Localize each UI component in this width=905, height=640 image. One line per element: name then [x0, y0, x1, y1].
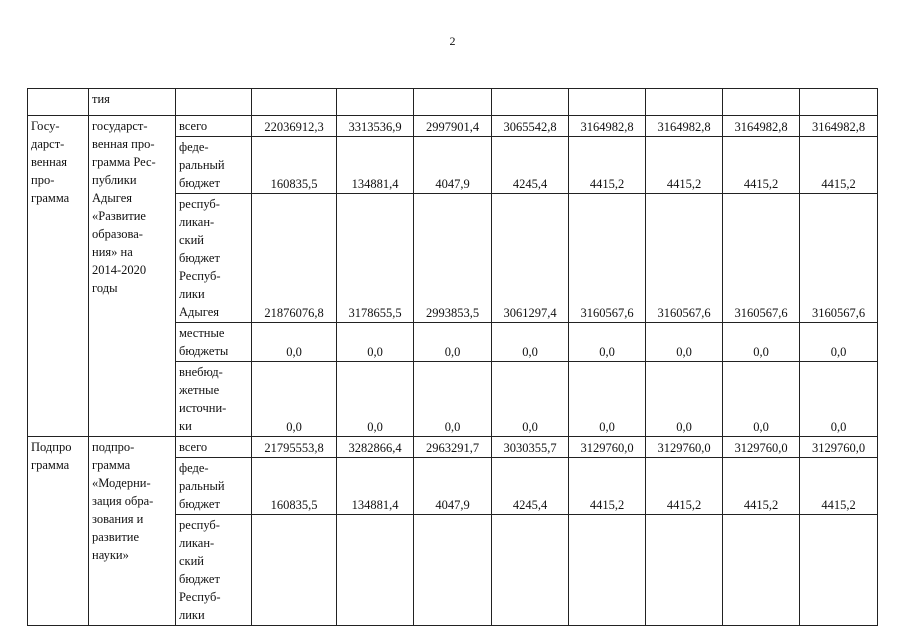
value-cell: 3129760,0: [800, 437, 878, 458]
value-cell: 0,0: [252, 362, 337, 437]
value-cell: 4415,2: [723, 458, 800, 515]
program-name: подпро- грамма «Модерни- зация обра- зования и развитие науки»: [89, 437, 176, 626]
funding-source: феде- ральный бюджет: [176, 137, 252, 194]
value-cell: 0,0: [414, 323, 492, 362]
value-cell: 3313536,9: [337, 116, 414, 137]
value-cell: 21876076,8: [252, 194, 337, 323]
value-cell: 3164982,8: [723, 116, 800, 137]
value-cell: 3164982,8: [569, 116, 646, 137]
value-cell: 4415,2: [646, 458, 723, 515]
value-cell: 134881,4: [337, 458, 414, 515]
value-cell: 2963291,7: [414, 437, 492, 458]
value-cell: 3129760,0: [569, 437, 646, 458]
value-cell: [414, 515, 492, 626]
value-cell: [492, 515, 569, 626]
value-cell: 134881,4: [337, 137, 414, 194]
value-cell: 4047,9: [414, 137, 492, 194]
value-cell: 4415,2: [646, 137, 723, 194]
value-cell: 3160567,6: [569, 194, 646, 323]
value-cell: [646, 515, 723, 626]
value-cell: 0,0: [569, 362, 646, 437]
value-cell: 0,0: [337, 323, 414, 362]
funding-source: феде- ральный бюджет: [176, 458, 252, 515]
value-cell: 3164982,8: [646, 116, 723, 137]
value-cell: 4245,4: [492, 458, 569, 515]
program-category: Госу- дарст- венная про- грамма: [28, 116, 89, 437]
value-cell: 3061297,4: [492, 194, 569, 323]
value-cell: 0,0: [492, 362, 569, 437]
value-cell: 2997901,4: [414, 116, 492, 137]
funding-source: внебюд- жетные источни- ки: [176, 362, 252, 437]
value-cell: 0,0: [646, 323, 723, 362]
header-cell-empty: [28, 89, 89, 116]
value-cell: 0,0: [252, 323, 337, 362]
value-cell: 21795553,8: [252, 437, 337, 458]
value-cell: 4415,2: [723, 137, 800, 194]
funding-source: респуб- ликан- ский бюджет Респуб- лики: [176, 515, 252, 626]
value-cell: 0,0: [646, 362, 723, 437]
table-row: [28, 437, 878, 458]
table-header-row: [28, 89, 878, 116]
table-row: [28, 116, 878, 137]
value-cell: 4047,9: [414, 458, 492, 515]
value-cell: 0,0: [492, 323, 569, 362]
value-cell: [252, 515, 337, 626]
value-cell: 160835,5: [252, 137, 337, 194]
value-cell: 4415,2: [800, 458, 878, 515]
budget-table: [27, 88, 878, 626]
value-cell: 2993853,5: [414, 194, 492, 323]
funding-source: респуб- ликан- ский бюджет Респуб- лики Адыгея: [176, 194, 252, 323]
program-name: государст- венная про- грамма Рес- публики Адыгея «Развитие образова- ния» на 2014-2020 годы: [89, 116, 176, 437]
value-cell: 3030355,7: [492, 437, 569, 458]
value-cell: 3129760,0: [646, 437, 723, 458]
value-cell: 3160567,6: [723, 194, 800, 323]
value-cell: [723, 515, 800, 626]
value-cell: 3282866,4: [337, 437, 414, 458]
value-cell: 22036912,3: [252, 116, 337, 137]
funding-source: всего: [176, 116, 252, 137]
value-cell: 0,0: [569, 323, 646, 362]
value-cell: [337, 515, 414, 626]
page-number: 2: [449, 34, 456, 48]
value-cell: 3129760,0: [723, 437, 800, 458]
value-cell: 4415,2: [800, 137, 878, 194]
value-cell: [569, 515, 646, 626]
value-cell: 0,0: [800, 323, 878, 362]
value-cell: 3160567,6: [646, 194, 723, 323]
value-cell: 0,0: [800, 362, 878, 437]
value-cell: 3065542,8: [492, 116, 569, 137]
value-cell: 4245,4: [492, 137, 569, 194]
value-cell: 4415,2: [569, 458, 646, 515]
funding-source: местные бюджеты: [176, 323, 252, 362]
funding-source: всего: [176, 437, 252, 458]
value-cell: 0,0: [414, 362, 492, 437]
value-cell: 160835,5: [252, 458, 337, 515]
value-cell: 3178655,5: [337, 194, 414, 323]
value-cell: 4415,2: [569, 137, 646, 194]
value-cell: 0,0: [337, 362, 414, 437]
header-cell: тия: [89, 89, 176, 116]
value-cell: [800, 515, 878, 626]
value-cell: 3164982,8: [800, 116, 878, 137]
value-cell: 0,0: [723, 362, 800, 437]
value-cell: 3160567,6: [800, 194, 878, 323]
value-cell: 0,0: [723, 323, 800, 362]
program-category: Подпро грамма: [28, 437, 89, 626]
